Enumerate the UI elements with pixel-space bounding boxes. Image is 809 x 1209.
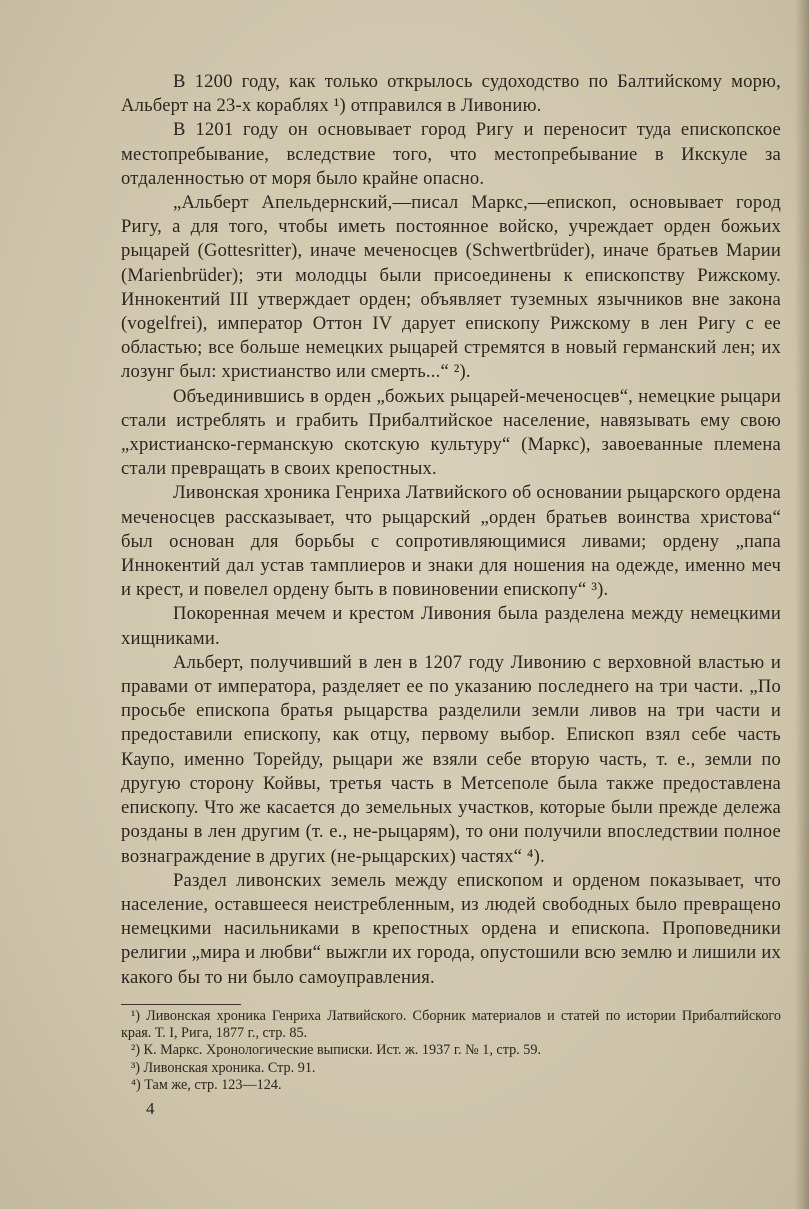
paragraph-1: В 1200 году, как только открылось судоходство по Балтийскому морю, Альберт на 23-х кораблях ¹) отправился в Ливонию.	[121, 71, 781, 117]
paragraph-8: Раздел ливонских земель между епископом и орденом показывает, что население, оставшееся неистребленным, из людей свободных было превращено немецкими насильниками в крепостных ордена и епископа. Проповедники религии „мира и любви“ выжгли их города, опустошили всю землю и лишили их какого бы то ни было самоуправления.	[121, 869, 781, 988]
footnote-divider	[121, 1004, 241, 1005]
main-text	[121, 70, 781, 990]
footnote-3: ³) Ливонская хроника. Стр. 91.	[131, 1059, 316, 1076]
paragraph-2: В 1201 году он основывает город Ригу и переносит туда епископское местопребывание, вследствие того, что местопребывание в Икскуле за отдаленностью от моря было крайне опасно.	[121, 119, 781, 189]
page-number: 4	[146, 1099, 155, 1118]
footnote-1: ¹) Ливонская хроника Генриха Латвийского. Сборник материалов и статей по истории Прибалтийского края. Т. I, Рига, 1877 г., стр. 85.	[121, 1008, 781, 1042]
paragraph-4: Объединившись в орден „божьих рыцарей-меченосцев“, немецкие рыцари стали истреблять и грабить Прибалтийское население, навязывать ему свою „христианско-германскую скотскую культуру“ (Маркс), завоеванные племена стали превращать в своих крепостных.	[121, 385, 781, 480]
footnote-2: ²) К. Маркс. Хронологические выписки. Ист. ж. 1937 г. № 1, стр. 59.	[131, 1042, 542, 1059]
footnotes	[121, 1008, 781, 1094]
paragraph-5-chronicle: Ливонская хроника Генриха Латвийского об основании рыцарского ордена меченосцев рассказывает, что рыцарский „орден братьев воинства христова“ был основан для борьбы с сопротивляющимися ливами; ордену „папа Иннокентий дал устав тамплиеров и знаки для ношения на одежде, именно меч и крест, и повелел ордену быть в повиновении епископу“ ³).	[121, 482, 781, 601]
paragraph-7-division: Альберт, получивший в лен в 1207 году Ливонию с верховной властью и правами от императора, разделяет ее по указанию последнего на три части. „По просьбе епископа братья рыцарства разделили земли ливов на три части и предоставили епископу, как отцу, первому выбор. Епископ взял себе часть Каупо, именно Торейду, рыцари же взяли себе вторую часть, т. е., земли по другую сторону Койвы, третья часть в Метсеполе была также предоставлена епископу. Что же касается до земельных участков, которые были прежде дележа розданы в лен другим (т. е., не-рыцарям), то они получили впоследствии полное вознаграждение в других (не-рыцарских) частях“ ⁴).	[121, 651, 781, 867]
paragraph-6: Покоренная мечем и крестом Ливония была разделена между немецкими хищниками.	[121, 603, 781, 649]
paragraph-3-marx-quote: „Альберт Апельдернский,—писал Маркс,—епископ, основывает город Ригу, а для того, чтобы иметь постоянное войско, учреждает орден божьих рыцарей (Gottesritter), иначе меченосцев (Schwertbrüder), иначе братьев Марии (Marienbrüder); эти молодцы были присоединены к епископству Рижскому. Иннокентий III утверждает орден; объявляет туземных язычников вне закона (vogelfrei), император Оттон IV дарует епископу Рижскому в лен Ригу с ее областью; все больше немецких рыцарей стремятся в новый германский лен; их лозунг был: христианство или смерть...“ ²).	[121, 192, 781, 383]
footnote-4: ⁴) Там же, стр. 123—124.	[131, 1076, 282, 1093]
